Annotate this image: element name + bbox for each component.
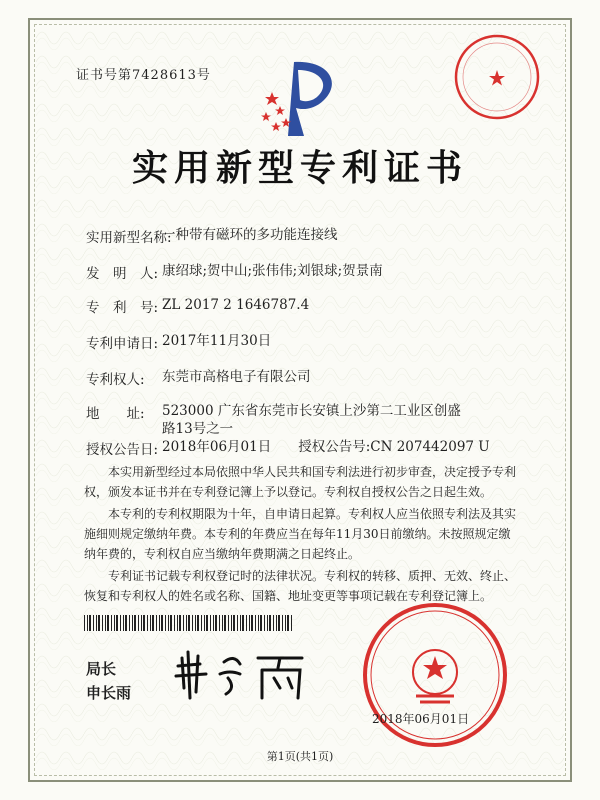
official-seal-stamp bbox=[360, 600, 510, 750]
certificate-number: 证书号第7428613号 bbox=[76, 68, 211, 83]
field-label: 授权公告日: bbox=[86, 442, 159, 458]
field-value: 523000 广东省东莞市长安镇上沙第二工业区创盛路13号之一 bbox=[162, 403, 461, 437]
director-signature bbox=[170, 648, 310, 704]
paragraph-term: 本专利的专利权期限为十年，自申请日起算。专利权人应当依照专利法及其实施细则规定缴纳年费。本专利的年费应当在每年11月30日前缴纳。未按照规定缴纳年费的，专利权自应当缴纳年费期满之日起终止。 bbox=[84, 507, 517, 561]
seal-date: 2018年06月01日 bbox=[372, 712, 470, 726]
director-name: 申长雨 bbox=[86, 684, 132, 702]
field-label: 专 利 号: bbox=[86, 300, 159, 316]
field-label: 地 址: bbox=[86, 406, 145, 422]
patent-office-logo-icon bbox=[258, 56, 344, 138]
field-inventors bbox=[86, 262, 546, 282]
certificate-title: 实用新型专利证书 bbox=[131, 147, 468, 189]
field-patent-number bbox=[86, 296, 546, 316]
field-label: 专利申请日: bbox=[86, 336, 159, 352]
paragraph-grant: 本实用新型经过本局依照中华人民共和国专利法进行初步审查，决定授予专利权，颁发本证书并在专利登记簿上予以登记。专利权自授权公告之日起生效。 bbox=[84, 465, 517, 499]
field-utility-model-name bbox=[86, 226, 546, 246]
field-value: 康绍球;贺中山;张伟伟;刘银球;贺景南 bbox=[162, 263, 383, 279]
field-label: 专利权人: bbox=[86, 372, 145, 388]
field-value: 2017年11月30日 bbox=[162, 333, 272, 349]
director-title: 局长 bbox=[86, 660, 117, 678]
agency-seal-stamp bbox=[452, 32, 542, 122]
field-patentee bbox=[86, 368, 546, 388]
page-number: 第1页(共1页) bbox=[266, 750, 334, 763]
field-value: 2018年06月01日 授权公告号:CN 207442097 U bbox=[162, 439, 490, 455]
field-grant-date bbox=[86, 438, 546, 458]
field-value: ZL 2017 2 1646787.4 bbox=[162, 297, 310, 313]
field-value: 东莞市高格电子有限公司 bbox=[162, 369, 311, 385]
field-address bbox=[86, 402, 466, 438]
field-application-date bbox=[86, 332, 546, 352]
field-label: 发 明 人: bbox=[86, 266, 159, 282]
paragraph-status: 专利证书记载专利权登记时的法律状况。专利权的转移、质押、无效、终止、恢复和专利权人的姓名或名称、国籍、地址变更等事项记载在专利登记簿上。 bbox=[84, 569, 517, 603]
field-label: 实用新型名称: bbox=[86, 230, 172, 246]
field-value: 一种带有磁环的多功能连接线 bbox=[162, 227, 338, 243]
barcode bbox=[84, 615, 294, 631]
